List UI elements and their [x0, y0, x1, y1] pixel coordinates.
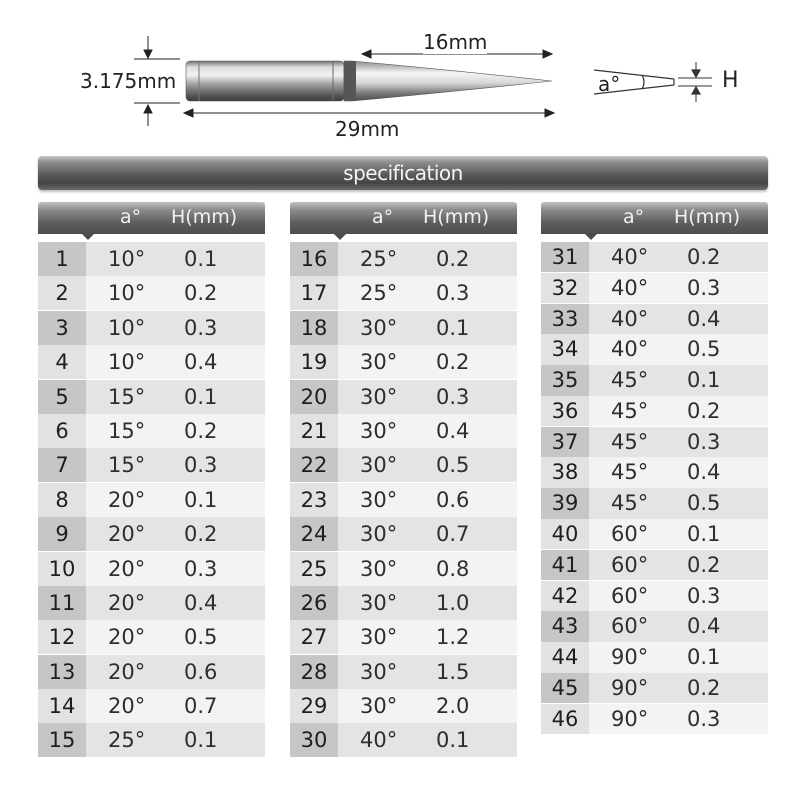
height-value: 0.4 [687, 460, 721, 485]
height-value: 0.4 [687, 614, 721, 639]
height-value: 0.2 [436, 247, 470, 271]
row-number: 39 [541, 488, 589, 518]
row-number: 21 [290, 414, 338, 448]
table-row [541, 519, 768, 549]
height-value: 0.1 [184, 247, 218, 271]
table-row [541, 427, 768, 457]
height-value: 0.5 [436, 453, 470, 478]
height-value: 0.8 [436, 556, 470, 581]
spec-table-2 [290, 202, 517, 758]
row-number: 11 [38, 586, 86, 620]
height-value: 0.1 [184, 728, 218, 753]
height-symbol-label: H [722, 68, 739, 93]
height-value: 0.2 [687, 245, 721, 269]
height-value: 0.3 [184, 453, 218, 478]
table-row [38, 345, 265, 379]
row-number: 45 [541, 673, 589, 703]
table-row [290, 448, 517, 482]
height-value: 0.5 [184, 625, 218, 650]
angle-value: 40° [611, 337, 649, 362]
row-number: 6 [38, 414, 86, 448]
table-row [541, 273, 768, 303]
angle-value: 45° [611, 429, 649, 454]
height-value: 0.2 [436, 350, 470, 375]
table-row [541, 611, 768, 641]
height-value: 0.3 [184, 315, 218, 340]
height-value: 1.2 [436, 625, 470, 650]
table-row [290, 655, 517, 689]
row-number: 10 [38, 552, 86, 586]
row-number: 37 [541, 427, 589, 457]
table-row [38, 586, 265, 620]
height-value: 0.6 [184, 659, 218, 684]
row-number: 8 [38, 483, 86, 517]
height-value: 0.7 [436, 522, 470, 547]
table-row [38, 517, 265, 551]
height-column-header: H(mm) [674, 206, 741, 228]
row-number: 9 [38, 517, 86, 551]
table-row [290, 689, 517, 723]
height-value: 2.0 [436, 694, 470, 719]
angle-value: 45° [611, 398, 649, 423]
height-value: 1.5 [436, 659, 470, 684]
row-number: 13 [38, 655, 86, 689]
angle-value: 25° [360, 281, 398, 306]
table-row [38, 311, 265, 345]
row-number: 26 [290, 586, 338, 620]
row-number: 1 [38, 242, 86, 276]
table-row [38, 380, 265, 414]
table-row [541, 642, 768, 672]
table-row [541, 242, 768, 272]
angle-value: 45° [611, 460, 649, 485]
total-length-dimension [184, 109, 554, 117]
table-row [290, 552, 517, 586]
spec-table-3 [541, 202, 768, 735]
row-number: 3 [38, 311, 86, 345]
angle-value: 10° [108, 281, 146, 306]
table-row [38, 448, 265, 482]
table-row [541, 396, 768, 426]
height-value: 0.3 [436, 281, 470, 306]
table-row [290, 242, 517, 276]
row-number: 4 [38, 345, 86, 379]
row-number: 36 [541, 396, 589, 426]
table-row [541, 581, 768, 611]
angle-value: 10° [108, 247, 146, 271]
angle-value: 15° [108, 418, 146, 443]
height-value: 0.4 [184, 590, 218, 615]
table-row [541, 457, 768, 487]
table-header [541, 202, 768, 234]
row-number: 42 [541, 581, 589, 611]
tip-length-label: 16mm [423, 30, 488, 54]
height-value: 0.1 [184, 487, 218, 512]
total-length-label: 29mm [335, 117, 400, 141]
angle-value: 45° [611, 368, 649, 393]
table-row [290, 483, 517, 517]
table-row [38, 414, 265, 448]
row-number: 44 [541, 642, 589, 672]
table-row [290, 276, 517, 310]
specification-banner: specification [38, 156, 768, 190]
angle-value: 20° [108, 487, 146, 512]
height-value: 0.5 [687, 337, 721, 362]
engraving-bit-diagram [0, 0, 800, 148]
height-value: 0.2 [184, 522, 218, 547]
spec-table-1 [38, 202, 265, 758]
height-value: 0.3 [687, 583, 721, 608]
table-row [290, 620, 517, 654]
height-value: 0.6 [436, 487, 470, 512]
angle-column-header: a° [120, 206, 142, 228]
table-row [290, 723, 517, 757]
angle-value: 60° [611, 552, 649, 577]
table-row [541, 334, 768, 364]
height-value: 0.3 [687, 706, 721, 731]
row-number: 19 [290, 345, 338, 379]
table-row [290, 517, 517, 551]
angle-column-header: a° [623, 206, 645, 228]
angle-value: 15° [108, 453, 146, 478]
angle-value: 30° [360, 590, 398, 615]
height-column-header: H(mm) [423, 206, 490, 228]
table-row [38, 276, 265, 310]
angle-value: 40° [611, 306, 649, 331]
table-rows [38, 242, 265, 757]
table-row [290, 311, 517, 345]
angle-value: 20° [108, 694, 146, 719]
height-value: 0.2 [184, 418, 218, 443]
angle-value: 20° [108, 522, 146, 547]
angle-value: 90° [611, 706, 649, 731]
row-number: 30 [290, 723, 338, 757]
angle-value: 30° [360, 315, 398, 340]
height-value: 0.2 [687, 675, 721, 700]
row-number: 40 [541, 519, 589, 549]
height-value: 0.1 [687, 645, 721, 670]
angle-value: 20° [108, 556, 146, 581]
angle-value: 20° [108, 590, 146, 615]
table-row [290, 380, 517, 414]
angle-value: 40° [611, 275, 649, 300]
table-row [38, 723, 265, 757]
height-value: 0.3 [687, 275, 721, 300]
angle-symbol-label: a° [598, 72, 621, 96]
table-row [38, 552, 265, 586]
row-number: 24 [290, 517, 338, 551]
table-rows [290, 242, 517, 757]
angle-value: 20° [108, 659, 146, 684]
angle-value: 10° [108, 350, 146, 375]
row-number: 29 [290, 689, 338, 723]
angle-value: 30° [360, 453, 398, 478]
height-value: 0.5 [687, 491, 721, 516]
table-row [38, 483, 265, 517]
height-value: 0.3 [184, 556, 218, 581]
height-value: 0.4 [184, 350, 218, 375]
angle-value: 60° [611, 522, 649, 547]
angle-value: 60° [611, 583, 649, 608]
angle-value: 40° [360, 728, 398, 753]
angle-value: 25° [108, 728, 146, 753]
row-number: 12 [38, 620, 86, 654]
table-row [290, 414, 517, 448]
table-header [290, 202, 517, 234]
angle-value: 30° [360, 350, 398, 375]
angle-value: 30° [360, 694, 398, 719]
table-row [541, 365, 768, 395]
angle-value: 30° [360, 522, 398, 547]
height-value: 0.2 [687, 552, 721, 577]
angle-value: 40° [611, 245, 649, 269]
angle-value: 60° [611, 614, 649, 639]
shank-diameter-label: 3.175mm [80, 69, 177, 93]
height-value: 0.2 [687, 398, 721, 423]
row-number: 38 [541, 457, 589, 487]
row-number: 41 [541, 550, 589, 580]
height-value: 0.1 [436, 728, 470, 753]
row-number: 25 [290, 552, 338, 586]
row-number: 5 [38, 380, 86, 414]
table-rows [541, 242, 768, 734]
angle-value: 30° [360, 487, 398, 512]
row-number: 16 [290, 242, 338, 276]
row-number: 14 [38, 689, 86, 723]
table-row [290, 586, 517, 620]
row-number: 15 [38, 723, 86, 757]
row-number: 18 [290, 311, 338, 345]
angle-value: 90° [611, 675, 649, 700]
table-row [38, 242, 265, 276]
row-number: 33 [541, 304, 589, 334]
height-value: 0.4 [687, 306, 721, 331]
row-number: 28 [290, 655, 338, 689]
angle-value: 10° [108, 315, 146, 340]
angle-value: 15° [108, 384, 146, 409]
angle-value: 30° [360, 418, 398, 443]
table-header [38, 202, 265, 234]
row-number: 32 [541, 273, 589, 303]
height-value: 0.1 [184, 384, 218, 409]
bit-tip [344, 61, 552, 101]
row-number: 17 [290, 276, 338, 310]
row-number: 23 [290, 483, 338, 517]
height-value: 0.3 [436, 384, 470, 409]
angle-value: 20° [108, 625, 146, 650]
table-row [541, 550, 768, 580]
row-number: 20 [290, 380, 338, 414]
table-row [541, 304, 768, 334]
height-value: 0.7 [184, 694, 218, 719]
angle-value: 30° [360, 556, 398, 581]
bit-shank [186, 61, 344, 101]
table-row [38, 620, 265, 654]
angle-value: 30° [360, 625, 398, 650]
row-number: 31 [541, 242, 589, 272]
row-number: 22 [290, 448, 338, 482]
angle-value: 25° [360, 247, 398, 271]
row-number: 27 [290, 620, 338, 654]
angle-value: 30° [360, 384, 398, 409]
row-number: 43 [541, 611, 589, 641]
table-row [541, 673, 768, 703]
table-row [541, 488, 768, 518]
table-row [38, 689, 265, 723]
row-number: 35 [541, 365, 589, 395]
angle-value: 90° [611, 645, 649, 670]
row-number: 7 [38, 448, 86, 482]
angle-value: 45° [611, 491, 649, 516]
height-value: 0.1 [436, 315, 470, 340]
row-number: 34 [541, 334, 589, 364]
height-value: 0.4 [436, 418, 470, 443]
table-row [38, 655, 265, 689]
row-number: 46 [541, 704, 589, 734]
height-value: 0.1 [687, 368, 721, 393]
table-row [290, 345, 517, 379]
height-value: 0.3 [687, 429, 721, 454]
height-value: 0.2 [184, 281, 218, 306]
angle-value: 30° [360, 659, 398, 684]
height-value: 1.0 [436, 590, 470, 615]
angle-column-header: a° [372, 206, 394, 228]
height-column-header: H(mm) [171, 206, 238, 228]
row-number: 2 [38, 276, 86, 310]
table-row [541, 704, 768, 734]
height-value: 0.1 [687, 522, 721, 547]
